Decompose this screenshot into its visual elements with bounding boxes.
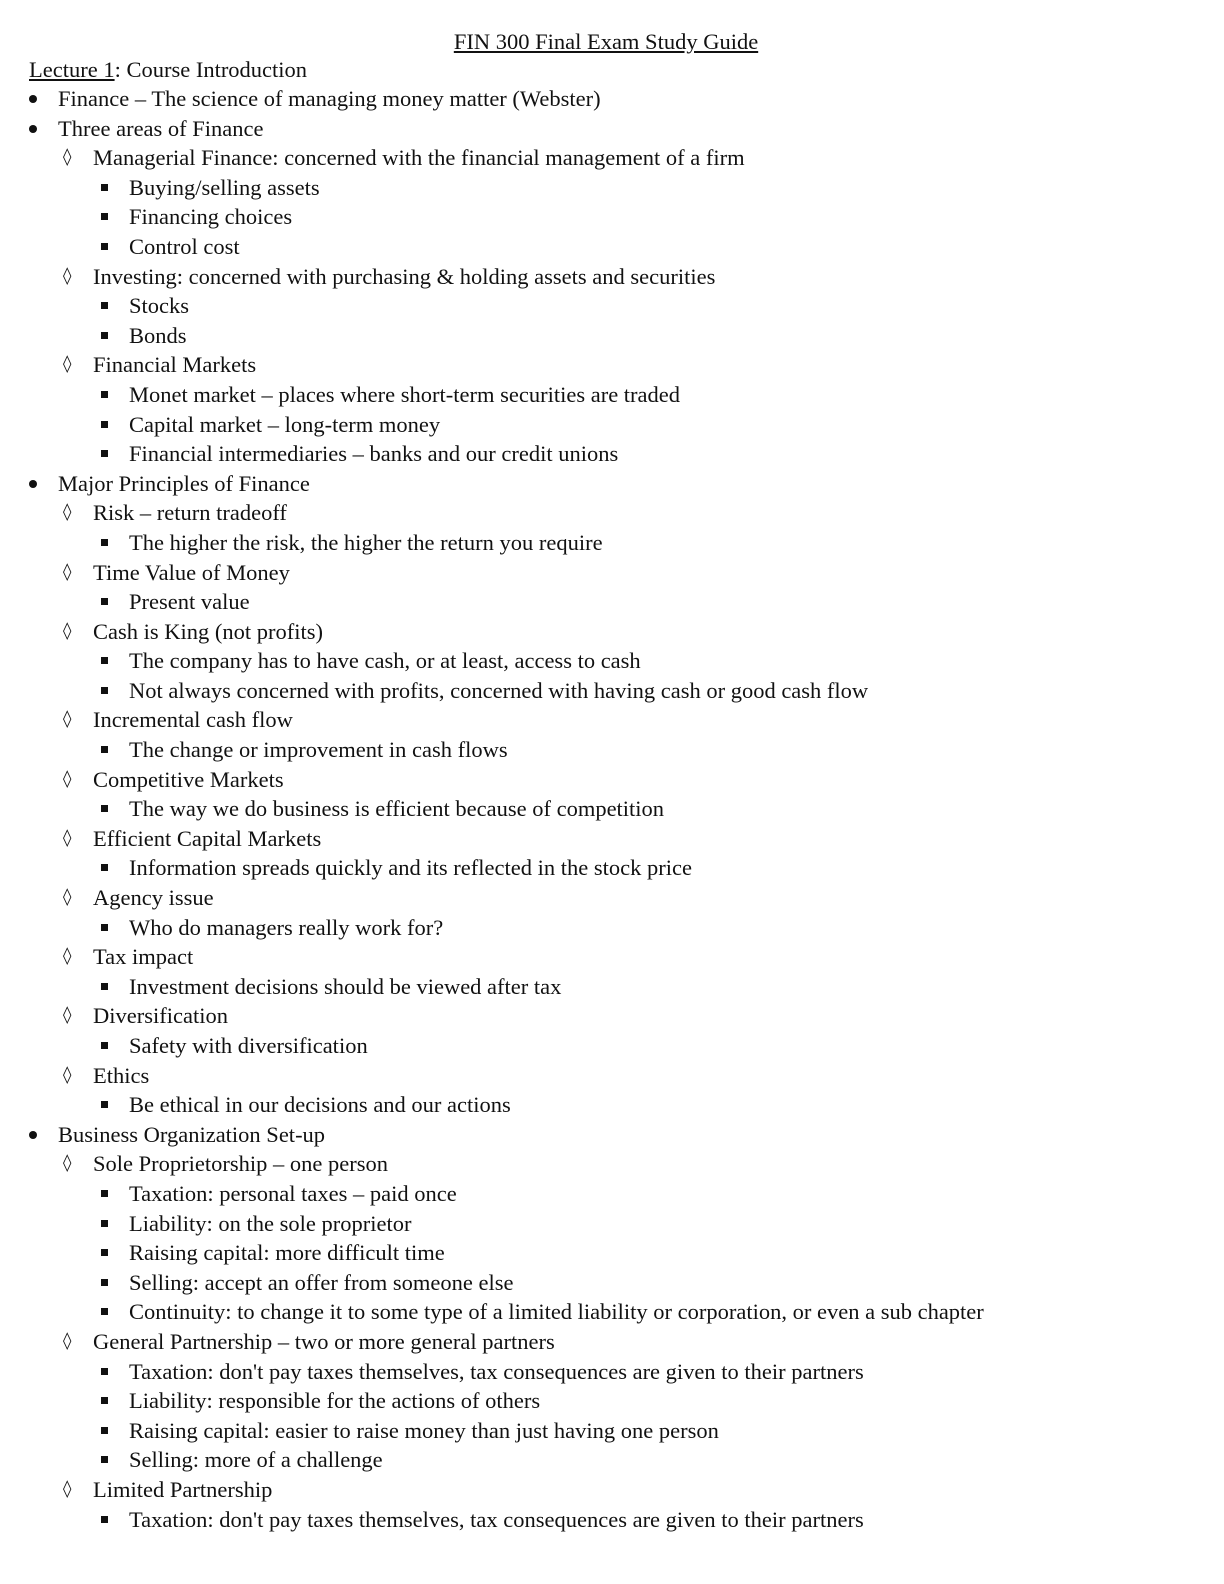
list-item [0,1209,1224,1239]
list-item-text: Selling: accept an offer from someone else [129,1269,514,1295]
bullet-disc-icon [29,1131,37,1139]
list-item [0,1386,1224,1416]
list-item [0,262,1224,292]
list-item-text: Financial Markets [93,352,257,378]
diamond-bullet-icon: ◊ [63,354,72,375]
document-page [0,28,1224,1534]
diamond-bullet-icon: ◊ [63,946,72,967]
list-item [0,1357,1224,1387]
list-item-text: Liability: on the sole proprietor [129,1210,412,1236]
square-bullet-icon [101,657,108,664]
list-item [0,498,1224,528]
lecture-title: : Course Introduction [114,57,308,82]
list-item [0,469,1224,499]
list-item [0,587,1224,617]
list-item-text: Continuity: to change it to some type of a limited liability or corporation, or even a sub chapter [129,1299,984,1325]
list-item-text: The way we do business is efficient because of competition [129,796,665,822]
square-bullet-icon [101,243,108,250]
square-bullet-icon [101,1308,108,1315]
outline-list [0,84,1224,1534]
bullet-disc-icon [29,480,37,488]
list-item [0,380,1224,410]
list-item-text: Investing: concerned with purchasing & holding assets and securities [93,263,716,289]
list-item [0,972,1224,1002]
square-bullet-icon [101,213,108,220]
list-item-text: Three areas of Finance [58,115,264,141]
list-item [0,232,1224,262]
list-item-text: Raising capital: more difficult time [129,1240,445,1266]
list-item-text: Selling: more of a challenge [129,1447,383,1473]
list-item [0,1268,1224,1298]
square-bullet-icon [101,1042,108,1049]
diamond-bullet-icon: ◊ [63,1153,72,1174]
diamond-bullet-icon: ◊ [63,768,72,789]
square-bullet-icon [101,332,108,339]
bullet-disc-icon [29,125,37,133]
diamond-bullet-icon: ◊ [63,827,72,848]
list-item [0,1416,1224,1446]
list-item-text: General Partnership – two or more general partners [93,1328,555,1354]
list-item [0,321,1224,351]
list-item-text: Agency issue [93,885,214,911]
list-item [0,942,1224,972]
square-bullet-icon [101,598,108,605]
list-item [0,853,1224,883]
list-item-text: Monet market – places where short-term securities are traded [129,381,681,407]
list-item-text: Tax impact [93,944,194,970]
list-item [0,735,1224,765]
square-bullet-icon [101,746,108,753]
square-bullet-icon [101,1427,108,1434]
list-item [0,824,1224,854]
list-item-text: Be ethical in our decisions and our actions [129,1092,511,1118]
list-item-text: Limited Partnership [93,1476,273,1502]
list-item-text: Taxation: don't pay taxes themselves, tax consequences are given to their partners [129,1358,864,1384]
diamond-bullet-icon: ◊ [63,561,72,582]
list-item-text: Finance – The science of managing money matter (Webster) [58,86,601,111]
square-bullet-icon [101,391,108,398]
list-item [0,1001,1224,1031]
list-item [0,765,1224,795]
list-item-text: Liability: responsible for the actions of others [129,1388,541,1414]
document-title-text: FIN 300 Final Exam Study Guide [453,29,759,54]
list-item-text: Buying/selling assets [129,174,320,200]
square-bullet-icon [101,1279,108,1286]
list-item-text: Information spreads quickly and its reflected in the stock price [129,855,692,881]
list-item [0,173,1224,203]
list-item-text: The higher the risk, the higher the return you require [129,529,603,555]
list-item-text: The company has to have cash, or at least, access to cash [129,648,641,674]
list-item [0,1297,1224,1327]
list-item [0,1061,1224,1091]
diamond-bullet-icon: ◊ [63,620,72,641]
list-item-text: Efficient Capital Markets [93,825,322,851]
square-bullet-icon [101,302,108,309]
list-item-text: Stocks [129,293,190,319]
list-item-text: Competitive Markets [93,766,284,792]
square-bullet-icon [101,687,108,694]
list-item [0,676,1224,706]
square-bullet-icon [101,450,108,457]
list-item-text: Incremental cash flow [93,707,293,733]
list-item-text: Taxation: personal taxes – paid once [129,1180,457,1206]
list-item [0,410,1224,440]
list-item-text: Diversification [93,1003,228,1029]
diamond-bullet-icon: ◊ [63,1005,72,1026]
diamond-bullet-icon: ◊ [63,887,72,908]
list-item [0,883,1224,913]
square-bullet-icon [101,184,108,191]
lecture-label: Lecture 1 [29,57,115,82]
list-item [0,1445,1224,1475]
list-item-text: Control cost [129,233,240,259]
square-bullet-icon [101,924,108,931]
list-item-text: Sole Proprietorship – one person [93,1151,388,1177]
list-item-text: Time Value of Money [93,559,290,585]
square-bullet-icon [101,539,108,546]
list-item-text: Who do managers really work for? [129,914,444,940]
square-bullet-icon [101,805,108,812]
list-item [0,350,1224,380]
list-item [0,528,1224,558]
list-item [0,1475,1224,1505]
list-item-text: Investment decisions should be viewed after tax [129,973,562,999]
square-bullet-icon [101,1516,108,1523]
list-item [0,1120,1224,1150]
lecture-heading [0,56,1224,84]
list-item [0,558,1224,588]
list-item [0,646,1224,676]
square-bullet-icon [101,1101,108,1108]
list-item [0,794,1224,824]
list-item [0,202,1224,232]
list-item-text: Safety with diversification [129,1033,368,1058]
list-item-text: Taxation: don't pay taxes themselves, tax consequences are given to their partners [129,1506,864,1532]
square-bullet-icon [101,1190,108,1197]
list-item-text: Capital market – long-term money [129,411,441,437]
diamond-bullet-icon: ◊ [63,147,72,168]
list-item-text: Bonds [129,322,187,348]
document-title [0,28,1224,56]
list-item [0,1149,1224,1179]
list-item-text: Managerial Finance: concerned with the financial management of a firm [93,145,745,171]
list-item [0,1327,1224,1357]
diamond-bullet-icon: ◊ [63,1330,72,1351]
list-item [0,705,1224,735]
list-item-text: The change or improvement in cash flows [129,737,508,763]
list-item-text: Major Principles of Finance [58,470,310,496]
diamond-bullet-icon: ◊ [63,265,72,286]
diamond-bullet-icon: ◊ [63,709,72,730]
list-item [0,1238,1224,1268]
list-item-text: Risk – return tradeoff [93,500,287,526]
list-item [0,1031,1224,1061]
diamond-bullet-icon: ◊ [63,1064,72,1085]
list-item-text: Raising capital: easier to raise money than just having one person [129,1417,719,1443]
list-item-text: Financial intermediaries – banks and our credit unions [129,441,619,467]
square-bullet-icon [101,983,108,990]
list-item [0,617,1224,647]
diamond-bullet-icon: ◊ [63,1478,72,1499]
list-item [0,84,1224,114]
list-item-text: Business Organization Set-up [58,1121,326,1147]
diamond-bullet-icon: ◊ [63,502,72,523]
square-bullet-icon [101,864,108,871]
list-item [0,1179,1224,1209]
list-item [0,114,1224,144]
square-bullet-icon [101,1220,108,1227]
square-bullet-icon [101,1456,108,1463]
bullet-disc-icon [29,95,37,103]
list-item-text: Cash is King (not profits) [93,618,323,644]
list-item [0,1505,1224,1535]
list-item [0,291,1224,321]
square-bullet-icon [101,1397,108,1404]
list-item [0,439,1224,469]
list-item [0,1090,1224,1120]
list-item-text: Financing choices [129,204,293,230]
list-item [0,913,1224,943]
list-item-text: Ethics [93,1062,150,1088]
square-bullet-icon [101,1249,108,1256]
list-item-text: Present value [129,589,250,615]
square-bullet-icon [101,421,108,428]
list-item-text: Not always concerned with profits, concerned with having cash or good cash flow [129,677,869,703]
list-item [0,143,1224,173]
square-bullet-icon [101,1368,108,1375]
